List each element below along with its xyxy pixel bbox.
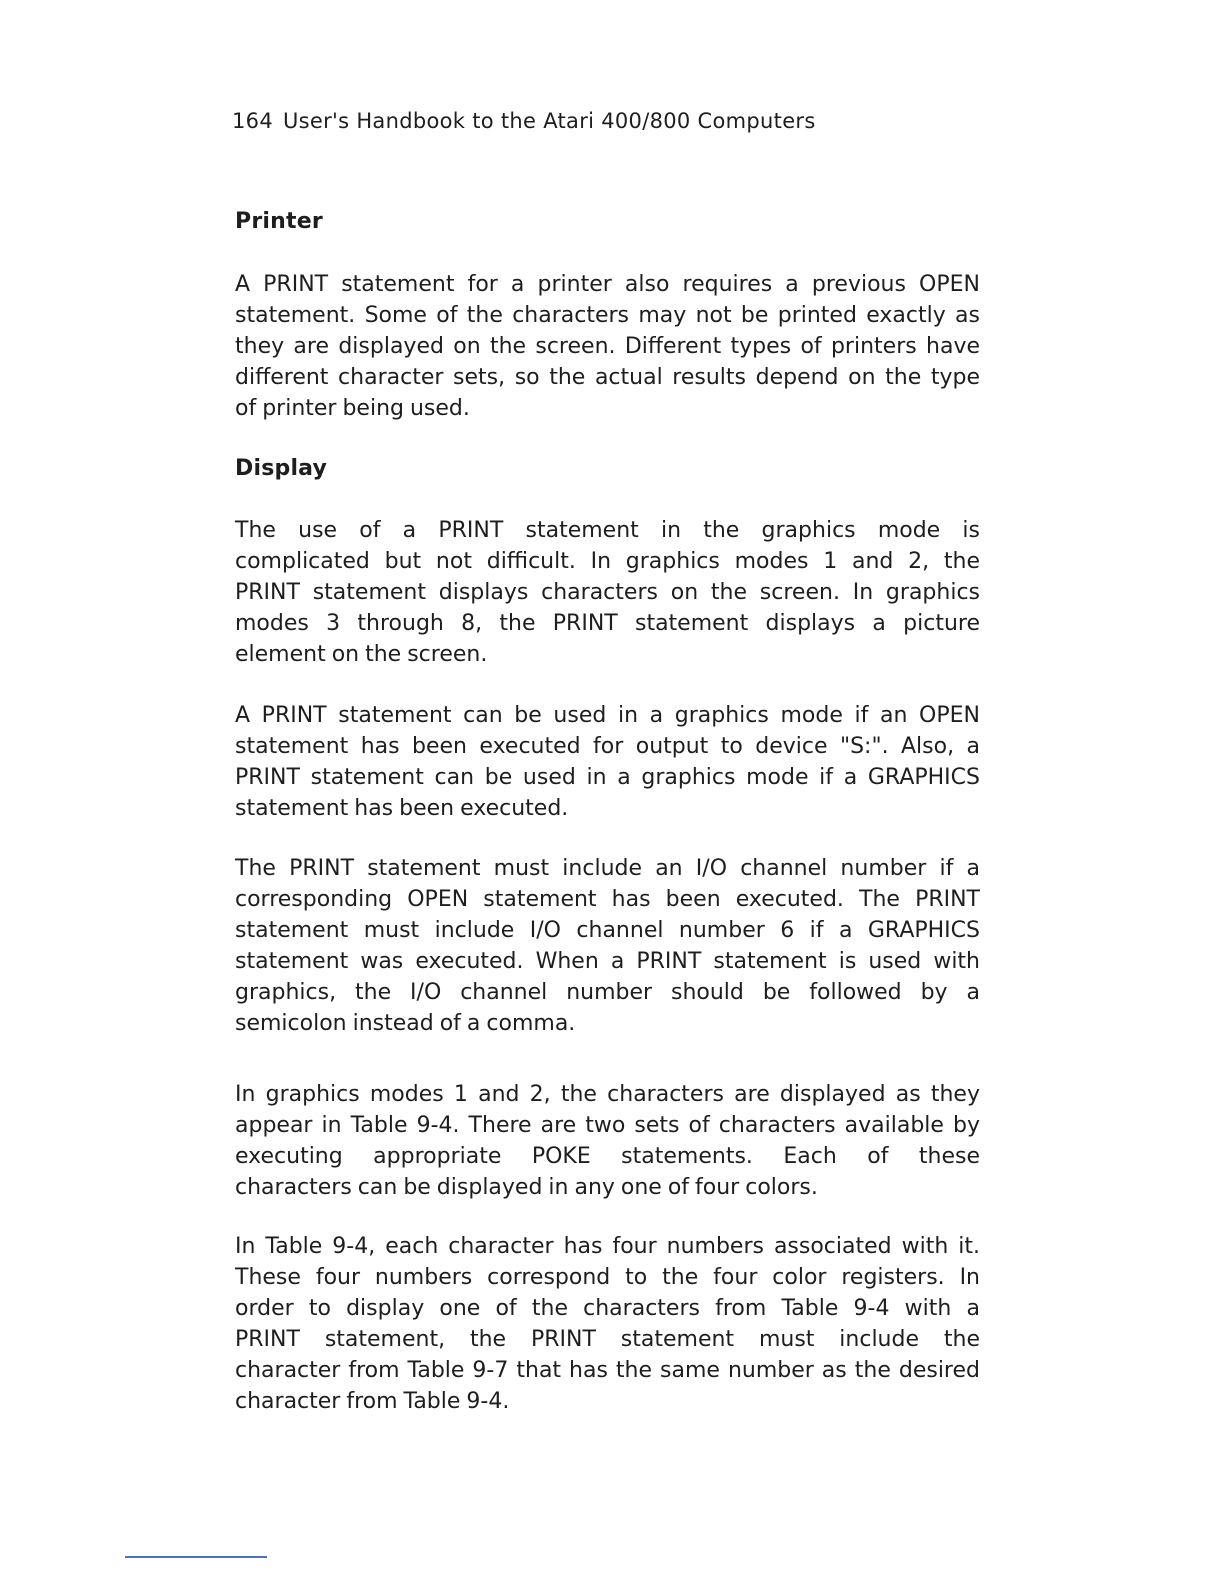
text-line: These four numbers correspond to the four color registers. In [235, 1265, 980, 1290]
paragraph-display-3 [235, 853, 980, 1039]
text-line: element on the screen. [235, 642, 488, 667]
paragraph-display-1 [235, 515, 980, 670]
paragraph-display-2 [235, 700, 980, 824]
text-line: corresponding OPEN statement has been executed. The PRINT [235, 887, 980, 912]
page-number: 164 [232, 109, 273, 133]
text-line: PRINT statement, the PRINT statement must include the [235, 1327, 980, 1352]
text-line: The PRINT statement must include an I/O channel number if a [235, 856, 980, 881]
text-line: order to display one of the characters from Table 9-4 with a [235, 1296, 980, 1321]
text-line: statement has been executed for output to device "S:". Also, a [235, 734, 980, 759]
text-line: statement must include I/O channel number 6 if a GRAPHICS [235, 918, 980, 943]
running-head [232, 109, 816, 133]
text-line: PRINT statement can be used in a graphics mode if a GRAPHICS [235, 765, 980, 790]
text-line: executing appropriate POKE statements. Each of these [235, 1144, 980, 1169]
paragraph-printer-1 [235, 269, 980, 424]
paragraph-display-4 [235, 1079, 980, 1203]
section-heading-printer: Printer [235, 209, 323, 234]
text-line: statement has been executed. [235, 796, 569, 821]
text-line: The use of a PRINT statement in the graphics mode is [235, 518, 980, 543]
section-heading-display: Display [235, 456, 328, 481]
text-line: they are displayed on the screen. Different types of printers have [235, 334, 980, 359]
text-line: A PRINT statement can be used in a graphics mode if an OPEN [235, 703, 980, 728]
paragraph-display-5 [235, 1231, 980, 1417]
text-line: of printer being used. [235, 396, 470, 421]
text-line: character from Table 9-7 that has the same number as the desired [235, 1358, 980, 1383]
text-line: semicolon instead of a comma. [235, 1011, 576, 1036]
text-line: complicated but not difficult. In graphics modes 1 and 2, the [235, 549, 980, 574]
footer-rule [125, 1556, 267, 1558]
text-line: characters can be displayed in any one of four colors. [235, 1175, 818, 1200]
text-line: A PRINT statement for a printer also requires a previous OPEN [235, 272, 980, 297]
text-line: appear in Table 9-4. There are two sets of characters available by [235, 1113, 980, 1138]
text-line: statement was executed. When a PRINT statement is used with [235, 949, 980, 974]
text-line: PRINT statement displays characters on the screen. In graphics [235, 580, 980, 605]
text-line: In graphics modes 1 and 2, the characters are displayed as they [235, 1082, 980, 1107]
text-line: modes 3 through 8, the PRINT statement displays a picture [235, 611, 980, 636]
text-line: different character sets, so the actual results depend on the type [235, 365, 980, 390]
text-line: In Table 9-4, each character has four numbers associated with it. [235, 1234, 980, 1259]
text-line: character from Table 9-4. [235, 1389, 510, 1414]
text-line: graphics, the I/O channel number should be followed by a [235, 980, 980, 1005]
book-title: User's Handbook to the Atari 400/800 Computers [282, 109, 816, 133]
text-line: statement. Some of the characters may not be printed exactly as [235, 303, 980, 328]
